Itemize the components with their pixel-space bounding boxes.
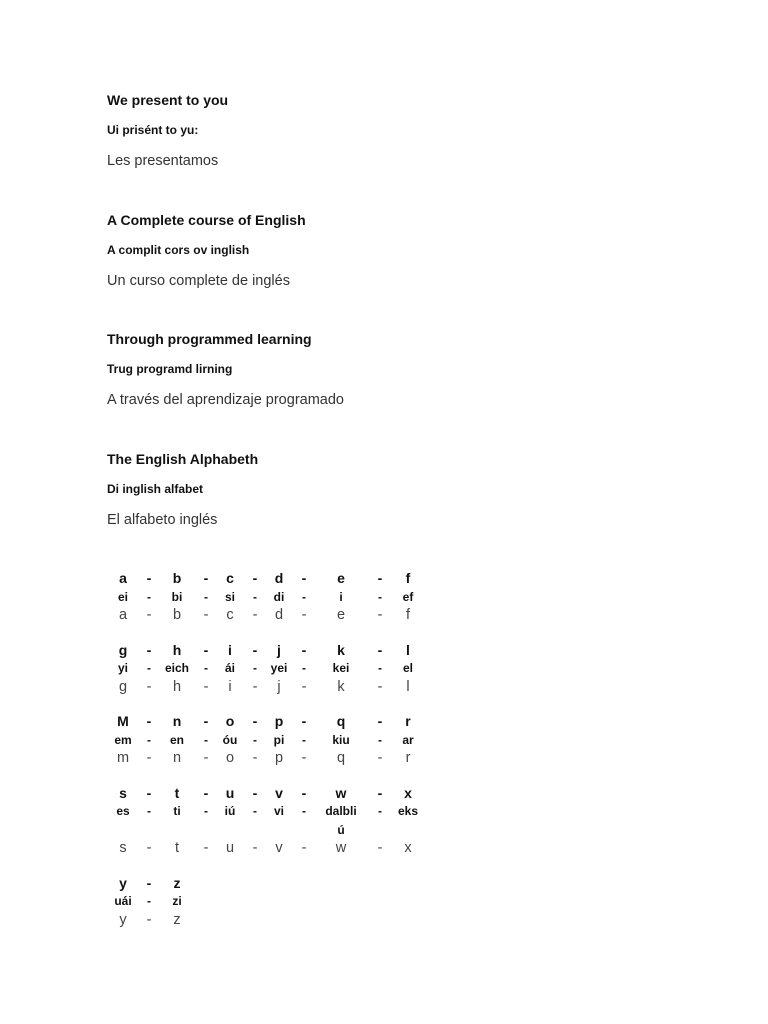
alphabet-separator: - <box>146 911 152 928</box>
alphabet-letter: M <box>117 713 129 729</box>
section-translation: Un curso complete de inglés <box>107 273 290 289</box>
alphabet-lowercase: r <box>405 750 411 766</box>
alphabet-separator: - <box>146 678 152 695</box>
alphabet-letter: s <box>119 784 127 801</box>
alphabet-pronunciation: zi <box>172 894 182 908</box>
alphabet-lowercase: d <box>274 607 284 623</box>
alphabet-separator: - <box>203 641 209 658</box>
alphabet-letter: g <box>118 641 128 658</box>
alphabet-lowercase: m <box>116 750 130 766</box>
alphabet-letter: h <box>172 641 182 658</box>
alphabet-separator: - <box>252 750 258 766</box>
alphabet-lowercase: l <box>406 678 410 695</box>
alphabet-separator: - <box>252 678 258 695</box>
alphabet-lowercase: f <box>405 607 411 623</box>
alphabet-group <box>108 784 420 858</box>
section-translation: A través del aprendizaje programado <box>107 392 344 408</box>
alphabet-separator: - <box>377 607 383 623</box>
alphabet-lowercase: h <box>172 678 182 695</box>
alphabet-separator: - <box>253 804 257 818</box>
alphabet-separator: - <box>301 750 307 766</box>
alphabet-letter: d <box>274 570 284 586</box>
alphabet-lowercase: p <box>274 750 284 766</box>
alphabet-lowercase: x <box>404 840 412 856</box>
alphabet-lowercase: w <box>335 840 347 856</box>
alphabet-letter: r <box>405 713 411 729</box>
alphabet-separator: - <box>252 784 258 801</box>
alphabet-group <box>108 641 420 697</box>
alphabet-pronunciation: eich <box>164 661 189 675</box>
alphabet-separator: - <box>204 732 208 747</box>
alphabet-lowercase: q <box>336 750 346 766</box>
alphabet-pronunciation: es <box>116 804 130 818</box>
alphabet-pronunciation: yi <box>117 661 128 675</box>
alphabet-pronunciation: ái <box>224 661 235 675</box>
alphabet-letter: i <box>228 641 232 658</box>
alphabet-separator: - <box>204 589 208 604</box>
alphabet-separator: - <box>253 661 257 675</box>
alphabet-separator: - <box>147 661 151 675</box>
alphabet-separator: - <box>301 678 307 695</box>
alphabet-separator: - <box>377 713 383 729</box>
alphabet-pronunciation: óu <box>222 732 238 747</box>
alphabet-pronunciation: bi <box>171 589 183 604</box>
alphabet-lowercase: b <box>172 607 182 623</box>
alphabet-separator: - <box>146 750 152 766</box>
alphabet-separator: - <box>301 784 307 801</box>
alphabet-letter: l <box>406 641 410 658</box>
alphabet-pronunciation: pi <box>273 732 285 747</box>
alphabet-separator: - <box>146 840 152 856</box>
alphabet-separator: - <box>378 804 382 818</box>
alphabet-separator: - <box>203 607 209 623</box>
alphabet-separator: - <box>301 641 307 658</box>
section-heading: The English Alphabeth <box>107 451 259 467</box>
alphabet-lowercase: v <box>275 840 283 856</box>
alphabet-letter: z <box>173 874 181 891</box>
alphabet-table <box>108 569 420 945</box>
alphabet-separator: - <box>377 641 383 658</box>
alphabet-letter: o <box>225 713 235 729</box>
section-pronunciation: Trug programd lirning <box>107 362 233 376</box>
alphabet-pronunciation: dalbli ú <box>325 804 357 837</box>
alphabet-separator: - <box>203 713 209 729</box>
alphabet-letter: e <box>337 570 345 586</box>
alphabet-letter: u <box>225 784 235 801</box>
alphabet-separator: - <box>146 641 152 658</box>
alphabet-lowercase: o <box>225 750 235 766</box>
alphabet-lowercase: c <box>226 607 234 623</box>
alphabet-letter: w <box>335 784 347 801</box>
alphabet-lowercase: s <box>119 840 127 856</box>
section-programmed-learning <box>107 324 344 415</box>
alphabet-separator: - <box>302 589 306 604</box>
section-pronunciation: Ui prisént to yu: <box>107 123 199 137</box>
alphabet-separator: - <box>302 732 306 747</box>
alphabet-separator: - <box>252 570 258 586</box>
alphabet-separator: - <box>302 661 306 675</box>
alphabet-group <box>108 874 420 930</box>
alphabet-pronunciation: di <box>273 589 285 604</box>
alphabet-separator: - <box>252 607 258 623</box>
alphabet-letter: b <box>172 570 182 586</box>
alphabet-pronunciation: eks <box>397 804 419 818</box>
alphabet-pronunciation: i <box>339 589 343 604</box>
section-complete-course <box>107 205 306 296</box>
alphabet-lowercase: z <box>173 911 181 928</box>
alphabet-pronunciation: ef <box>402 589 414 604</box>
alphabet-separator: - <box>203 840 209 856</box>
alphabet-separator: - <box>377 678 383 695</box>
alphabet-separator: - <box>377 840 383 856</box>
alphabet-separator: - <box>377 784 383 801</box>
alphabet-pronunciation: ti <box>173 804 181 818</box>
alphabet-letter: t <box>174 784 180 801</box>
alphabet-separator: - <box>203 784 209 801</box>
alphabet-separator: - <box>204 661 208 675</box>
alphabet-separator: - <box>252 713 258 729</box>
alphabet-separator: - <box>203 750 209 766</box>
alphabet-separator: - <box>146 607 152 623</box>
alphabet-letter: v <box>275 784 283 801</box>
alphabet-lowercase: i <box>228 678 232 695</box>
alphabet-lowercase: e <box>336 607 346 623</box>
alphabet-separator: - <box>203 678 209 695</box>
alphabet-group <box>108 712 420 768</box>
alphabet-pronunciation: el <box>402 661 413 675</box>
section-heading: A Complete course of English <box>107 212 306 228</box>
alphabet-separator: - <box>301 713 307 729</box>
alphabet-separator: - <box>147 804 151 818</box>
section-english-alphabet <box>107 444 258 535</box>
alphabet-letter: j <box>277 641 281 658</box>
alphabet-pronunciation: kiu <box>332 732 350 747</box>
section-heading: Through programmed learning <box>107 331 312 347</box>
alphabet-separator: - <box>147 894 151 908</box>
alphabet-pronunciation: vi <box>273 804 284 818</box>
alphabet-separator: - <box>377 750 383 766</box>
alphabet-separator: - <box>378 589 382 604</box>
alphabet-separator: - <box>378 661 382 675</box>
alphabet-pronunciation: kei <box>332 661 350 675</box>
alphabet-separator: - <box>302 804 306 818</box>
section-translation: El alfabeto inglés <box>107 512 218 528</box>
section-pronunciation: A complit cors ov inglish <box>107 243 250 257</box>
alphabet-letter: k <box>337 641 345 658</box>
alphabet-pronunciation: em <box>114 732 132 747</box>
section-pronunciation: Di inglish alfabet <box>107 482 204 496</box>
alphabet-separator: - <box>204 804 208 818</box>
section-translation: Les presentamos <box>107 153 219 169</box>
alphabet-pronunciation: iú <box>224 804 236 818</box>
alphabet-separator: - <box>203 570 209 586</box>
alphabet-lowercase: k <box>337 678 345 695</box>
alphabet-group <box>108 569 420 625</box>
alphabet-lowercase: n <box>172 750 182 766</box>
alphabet-separator: - <box>253 732 257 747</box>
alphabet-lowercase: y <box>119 911 127 928</box>
alphabet-separator: - <box>301 607 307 623</box>
alphabet-letter: q <box>336 713 346 729</box>
alphabet-letter: x <box>404 784 412 801</box>
alphabet-separator: - <box>253 589 257 604</box>
alphabet-pronunciation: ar <box>402 732 414 747</box>
alphabet-lowercase: j <box>277 678 281 695</box>
alphabet-separator: - <box>147 732 151 747</box>
alphabet-pronunciation: en <box>169 732 184 747</box>
alphabet-pronunciation: yei <box>270 661 288 675</box>
alphabet-letter: f <box>405 570 411 586</box>
alphabet-separator: - <box>146 713 152 729</box>
alphabet-separator: - <box>147 589 151 604</box>
alphabet-lowercase: u <box>225 840 235 856</box>
alphabet-letter: p <box>274 713 284 729</box>
alphabet-letter: c <box>226 570 234 586</box>
alphabet-letter: y <box>119 874 127 891</box>
alphabet-separator: - <box>301 840 307 856</box>
alphabet-separator: - <box>146 874 152 891</box>
alphabet-separator: - <box>252 840 258 856</box>
section-we-present <box>107 85 228 176</box>
alphabet-lowercase: g <box>118 678 128 695</box>
alphabet-separator: - <box>146 570 152 586</box>
alphabet-pronunciation: uái <box>114 894 132 908</box>
alphabet-separator: - <box>252 641 258 658</box>
alphabet-separator: - <box>146 784 152 801</box>
alphabet-separator: - <box>301 570 307 586</box>
alphabet-letter: n <box>172 713 182 729</box>
alphabet-lowercase: a <box>118 607 128 623</box>
alphabet-pronunciation: si <box>224 589 235 604</box>
alphabet-separator: - <box>377 570 383 586</box>
alphabet-pronunciation: ei <box>117 589 128 604</box>
alphabet-separator: - <box>378 732 382 747</box>
alphabet-lowercase: t <box>174 840 180 856</box>
section-heading: We present to you <box>107 92 229 108</box>
alphabet-letter: a <box>119 570 127 586</box>
